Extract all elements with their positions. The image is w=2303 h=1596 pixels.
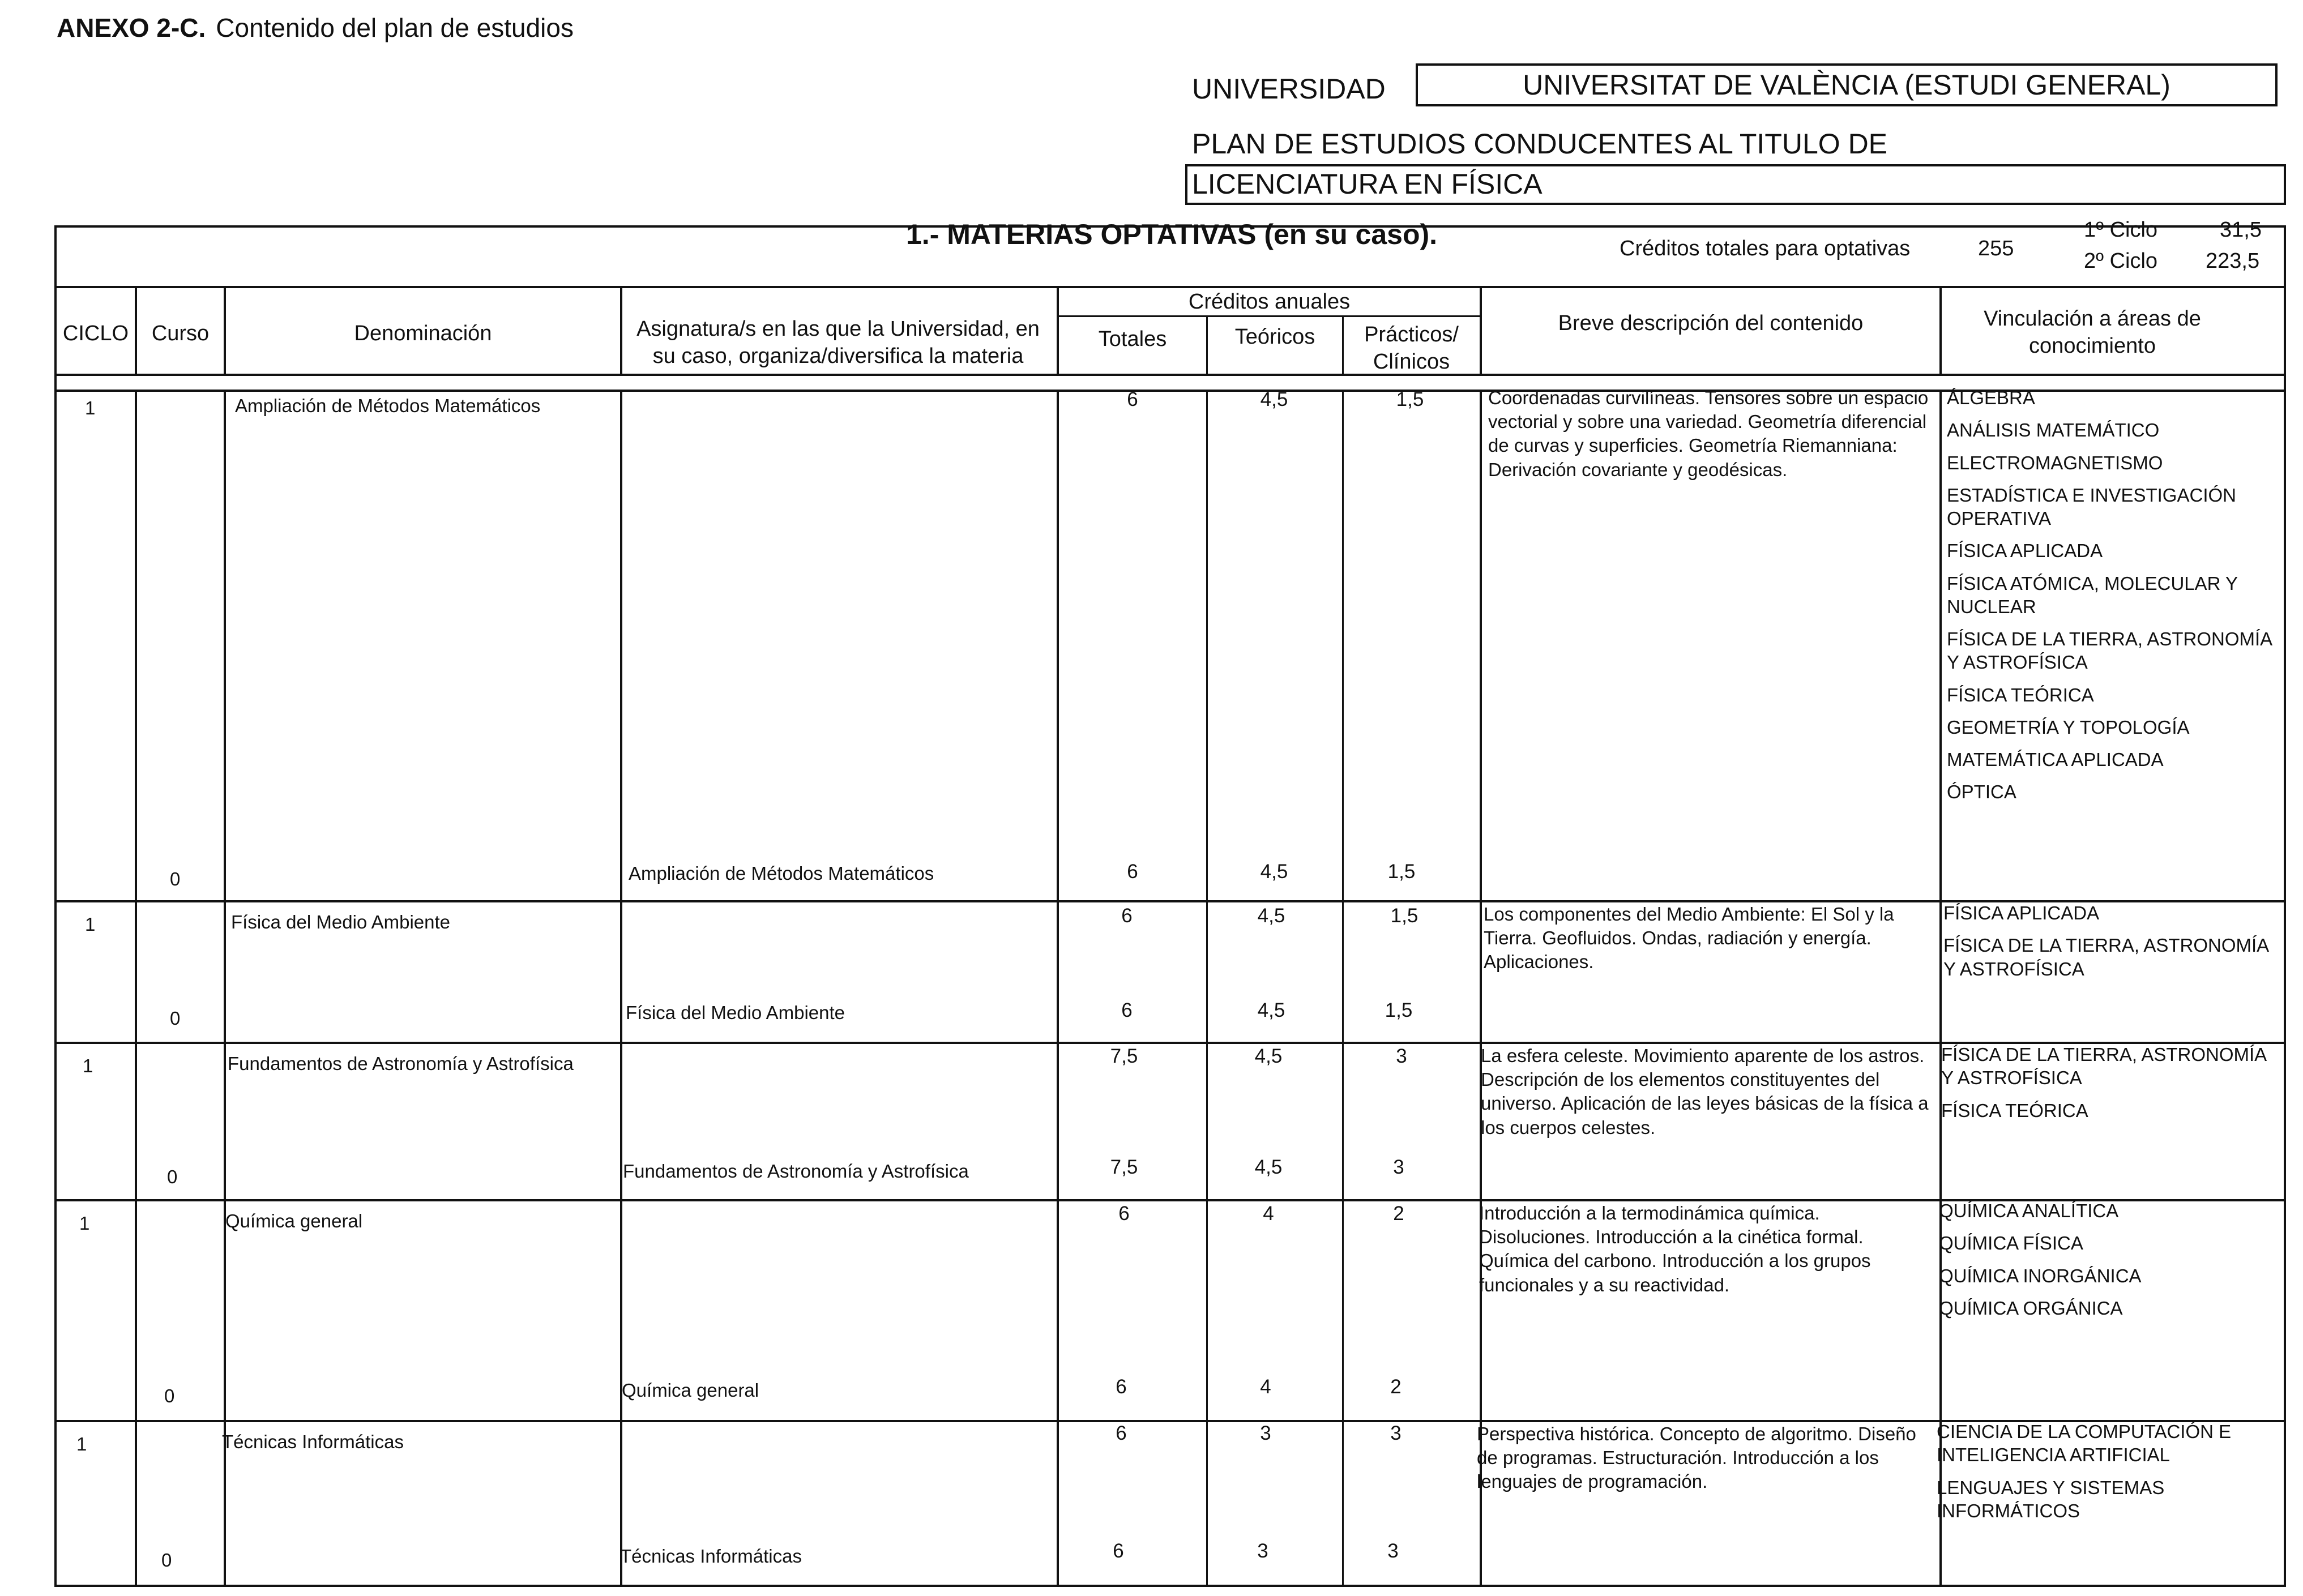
row-ciclo: 1	[85, 397, 96, 418]
row-asignatura: Ampliación de Métodos Matemáticos	[629, 863, 934, 884]
body-divider	[224, 391, 226, 1587]
row-descripcion: Perspectiva histórica. Concepto de algoritmo. Diseño de programas. Estructuración. Introducción a los lenguajes de programación.	[1477, 1423, 1916, 1492]
col-header-denominacion: Denominación	[354, 322, 492, 345]
row-totales: 6	[1118, 1203, 1130, 1225]
col-header-descripcion: Breve descripción del contenido	[1558, 311, 1864, 335]
ciclo1-label: 1º Ciclo	[2084, 218, 2158, 242]
header-divider	[1939, 286, 1942, 374]
plan-label: PLAN DE ESTUDIOS CONDUCENTES AL TITULO DE	[1192, 128, 1888, 160]
area-item: FÍSICA APLICADA	[1943, 902, 2100, 923]
row-practicos: 3	[1396, 1045, 1407, 1067]
annex-code: ANEXO 2-C.	[57, 13, 206, 42]
ciclo2-label: 2º Ciclo	[2084, 249, 2158, 273]
area-item: CIENCIA DE LA COMPUTACIÓN E INTELIGENCIA ARTIFICIAL	[1937, 1421, 2232, 1466]
body-divider	[1480, 391, 1482, 1587]
row-totales-asig: 7,5	[1110, 1156, 1138, 1178]
area-item: MATEMÁTICA APLICADA	[1947, 749, 2164, 770]
row-practicos: 3	[1390, 1422, 1402, 1444]
ciclo1-value: 31,5	[2220, 218, 2262, 242]
row-denominacion: Física del Medio Ambiente	[231, 912, 451, 932]
row-ciclo: 1	[76, 1434, 87, 1454]
area-item: QUÍMICA ORGÁNICA	[1939, 1297, 2123, 1319]
row-asignatura: Fundamentos de Astronomía y Astrofísica	[623, 1161, 969, 1182]
row-areas	[1941, 1043, 2275, 1131]
body-divider	[1939, 391, 1942, 1587]
row-asignatura: Química general	[622, 1380, 759, 1401]
creditos-totales-label: Créditos totales para optativas	[1620, 237, 1911, 260]
col-header-curso: Curso	[151, 322, 210, 345]
col-header-creditos-anuales: Créditos anuales	[1188, 290, 1351, 314]
row-totales-asig: 6	[1127, 861, 1138, 883]
header-top-rule	[54, 286, 2286, 288]
row-totales: 7,5	[1110, 1045, 1138, 1067]
header-divider	[1342, 315, 1344, 374]
col-header-vinculacion: Vinculación a áreas de conocimiento	[1984, 307, 2201, 358]
row-practicos-asig: 1,5	[1385, 999, 1413, 1021]
row-teoricos-asig: 4,5	[1254, 1156, 1283, 1178]
row-teoricos-asig: 4	[1260, 1376, 1271, 1398]
area-item: FÍSICA TEÓRICA	[1947, 684, 2094, 705]
row-areas	[1937, 1420, 2276, 1531]
row-practicos: 1,5	[1396, 388, 1424, 410]
body-divider	[1342, 391, 1344, 1587]
row-practicos: 1,5	[1390, 905, 1418, 927]
body-divider	[135, 391, 137, 1587]
row-areas	[1947, 386, 2278, 813]
row-practicos-asig: 3	[1387, 1540, 1399, 1562]
row-curso: 0	[161, 1550, 172, 1571]
row-ciclo: 1	[79, 1213, 90, 1234]
ciclo2-value: 223,5	[2206, 249, 2260, 273]
area-item: LENGUAJES Y SISTEMAS INFORMÁTICOS	[1937, 1477, 2165, 1521]
col-header-practicos: Prácticos/ Clínicos	[1364, 323, 1459, 374]
area-item: FÍSICA APLICADA	[1947, 540, 2103, 562]
annex-heading	[57, 12, 574, 43]
section-title: 1.- MATERIAS OPTATIVAS (en su caso).	[906, 219, 1438, 250]
row-descripcion: Los componentes del Medio Ambiente: El Sol y la Tierra. Geofluidos. Ondas, radiación y energía. Aplicaciones.	[1484, 904, 1894, 973]
row-descripcion: La esfera celeste. Movimiento aparente de los astros. Descripción de los elementos constituyentes del universo. Aplicación de las leyes básicas de la física a los cuerpos celestes.	[1481, 1045, 1929, 1138]
row-totales-asig: 6	[1116, 1376, 1127, 1398]
row-practicos-asig: 1,5	[1387, 861, 1416, 883]
area-item: QUÍMICA FÍSICA	[1939, 1233, 2083, 1254]
creditos-totales-value: 255	[1978, 237, 2014, 260]
row-teoricos: 4,5	[1254, 1045, 1283, 1067]
universidad-label: UNIVERSIDAD	[1192, 73, 1386, 105]
row-areas	[1943, 901, 2278, 990]
body-divider	[620, 391, 622, 1587]
universidad-value: UNIVERSITAT DE VALÈNCIA (ESTUDI GENERAL)	[1416, 63, 2278, 106]
row-curso: 0	[167, 1166, 178, 1187]
row-curso: 0	[170, 868, 181, 889]
titulo-value: LICENCIATURA EN FÍSICA	[1185, 164, 2286, 205]
row-practicos-asig: 3	[1393, 1156, 1404, 1178]
row-denominacion: Fundamentos de Astronomía y Astrofísica	[228, 1053, 574, 1074]
row-teoricos-asig: 4,5	[1260, 861, 1288, 883]
area-item: FÍSICA DE LA TIERRA, ASTRONOMÍA Y ASTROFÍSICA	[1943, 935, 2268, 979]
row-denominacion: Técnicas Informáticas	[222, 1431, 404, 1452]
area-item: ÓPTICA	[1947, 781, 2016, 803]
row-practicos: 2	[1393, 1203, 1404, 1225]
row-totales: 6	[1127, 388, 1138, 410]
col-header-totales: Totales	[1098, 327, 1167, 351]
body-divider	[1057, 391, 1059, 1587]
area-item: FÍSICA TEÓRICA	[1941, 1099, 2088, 1121]
header-bottom-rule	[54, 374, 2286, 376]
row-curso: 0	[170, 1008, 181, 1029]
header-divider	[620, 286, 622, 374]
row-totales: 6	[1121, 905, 1133, 927]
col-header-ciclo: CICLO	[62, 322, 129, 345]
row-totales: 6	[1116, 1422, 1127, 1444]
area-item: ELECTROMAGNETISMO	[1947, 452, 2163, 473]
row-denominacion: Ampliación de Métodos Matemáticos	[235, 395, 541, 416]
row-denominacion: Química general	[225, 1210, 363, 1231]
row-asignatura: Técnicas Informáticas	[620, 1546, 802, 1567]
row-curso: 0	[164, 1385, 175, 1406]
row-practicos-asig: 2	[1390, 1376, 1402, 1398]
area-item: ÁLGEBRA	[1947, 387, 2035, 408]
area-item: ESTADÍSTICA E INVESTIGACIÓN OPERATIVA	[1947, 484, 2236, 529]
row-descripcion: Coordenadas curvilíneas. Tensores sobre un espacio vectorial y sobre una variedad. Geometría diferencial de curvas y superficies. Geometría Riemanniana: Derivación covariante y geodésicas.	[1488, 387, 1929, 480]
col-header-asignatura: Asignatura/s en las que la Universidad, en su caso, organiza/diversifica la materia	[636, 317, 1040, 368]
area-item: QUÍMICA INORGÁNICA	[1939, 1265, 2142, 1286]
row-totales-asig: 6	[1121, 999, 1133, 1021]
row-teoricos: 4,5	[1260, 388, 1288, 410]
row-asignatura: Física del Medio Ambiente	[626, 1002, 845, 1023]
row-teoricos: 4	[1263, 1203, 1274, 1225]
row-descripcion: Introducción a la termodinámica química. Disoluciones. Introducción a la cinética formal. Química del carbono. Introducción a los grupos funcionales y a su reactividad.	[1479, 1203, 1871, 1295]
body-divider	[1206, 391, 1208, 1587]
area-item: FÍSICA ATÓMICA, MOLECULAR Y NUCLEAR	[1947, 572, 2238, 617]
row-teoricos: 4,5	[1257, 905, 1285, 927]
row-areas	[1939, 1199, 2273, 1329]
row-ciclo: 1	[83, 1055, 93, 1076]
area-item: ANÁLISIS MATEMÁTICO	[1947, 420, 2160, 441]
area-item: FÍSICA DE LA TIERRA, ASTRONOMÍA Y ASTROFÍSICA	[1941, 1044, 2266, 1089]
row-ciclo: 1	[85, 914, 96, 935]
annex-title: Contenido del plan de estudios	[216, 13, 574, 42]
row-totales-asig: 6	[1113, 1540, 1124, 1562]
col-header-teoricos: Teóricos	[1234, 325, 1315, 349]
area-item: FÍSICA DE LA TIERRA, ASTRONOMÍA Y ASTROFÍSICA	[1947, 628, 2272, 673]
row-teoricos: 3	[1260, 1422, 1271, 1444]
row-teoricos-asig: 3	[1257, 1540, 1268, 1562]
area-item: GEOMETRÍA Y TOPOLOGÍA	[1947, 716, 2190, 738]
row-teoricos-asig: 4,5	[1257, 999, 1285, 1021]
area-item: QUÍMICA ANALÍTICA	[1939, 1200, 2119, 1221]
